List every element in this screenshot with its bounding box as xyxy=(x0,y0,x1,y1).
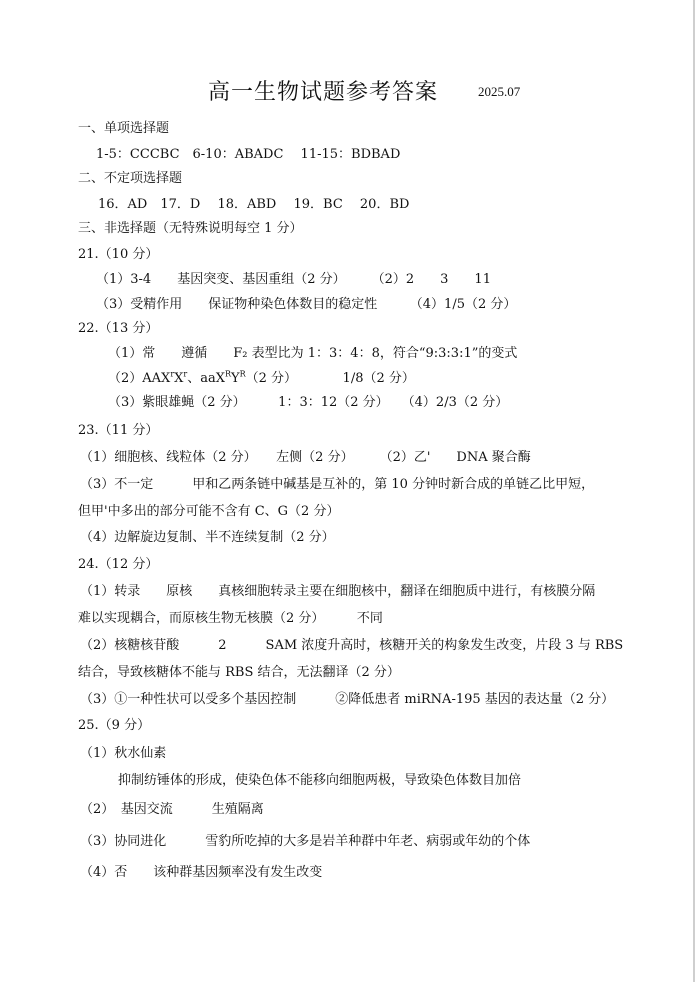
q24-line-4: 结合，导致核糖体不能与 RBS 结合，无法翻译（2 分） xyxy=(78,665,400,680)
q25-line-2: 抑制纺锤体的形成，使染色体不能移向细胞两极，导致染色体数目加倍 xyxy=(118,773,522,788)
q21-line-1: （1）3-4 基因突变、基因重组（2 分） （2）2 3 11 xyxy=(96,272,491,287)
q24-line-3: （2）核糖核苷酸 2 SAM 浓度升高时，核糖开关的构象发生改变，片段 3 与 RBS xyxy=(80,638,624,653)
q22-line-2-prefix: （2）AAX xyxy=(108,371,171,386)
multi-choice-answers: 16．AD 17．D 18．ABD 19．BC 20．BD xyxy=(98,197,410,212)
superscript-r: r xyxy=(183,369,188,379)
q22-line-2-y: Y xyxy=(231,371,240,386)
q23-line-1: （1）细胞核、线粒体（2 分） 左侧（2 分） （2）乙' DNA 聚合酶 xyxy=(80,450,531,465)
single-choice-answers: 1-5：CCCBC 6-10：ABADC 11-15：BDBAD xyxy=(96,147,401,162)
superscript-r: r xyxy=(170,369,175,379)
q22-heading: 22.（13 分） xyxy=(78,321,159,336)
q24-heading: 24.（12 分） xyxy=(78,557,159,572)
q24-line-2: 难以实现耦合，而原核生物无核膜（2 分） 不同 xyxy=(78,611,383,626)
q22-line-2-aax: 、aaX xyxy=(187,371,225,386)
section-heading-non-choice: 三、非选择题（无特殊说明每空 1 分） xyxy=(78,221,303,236)
q25-line-4: （3）协同进化 雪豹所吃掉的大多是岩羊种群中年老、病弱或年幼的个体 xyxy=(80,834,531,849)
q22-line-2-x: X xyxy=(174,371,184,386)
q25-line-3: （2） 基因交流 生殖隔离 xyxy=(80,802,264,817)
q21-line-2: （3）受精作用 保证物种染色体数目的稳定性 （4）1/5（2 分） xyxy=(96,297,517,312)
q22-line-1: （1）常 遵循 F₂ 表型比为 1：3：4：8，符合“9:3:3:1”的变式 xyxy=(108,346,518,361)
q24-line-5: （3）①一种性状可以受多个基因控制 ②降低患者 miRNA-195 基因的表达量（2 分） xyxy=(80,692,615,707)
section-heading-multi-choice: 二、不定项选择题 xyxy=(78,171,183,186)
q25-line-1: （1）秋水仙素 xyxy=(80,746,167,761)
q25-line-5: （4）否 该种群基因频率没有发生改变 xyxy=(80,865,323,880)
q23-line-3: 但甲'中多出的部分可能不含有 C、G（2 分） xyxy=(78,504,340,519)
q22-line-2-suffix: （2 分） 1/8（2 分） xyxy=(245,371,415,386)
q23-heading: 23.（11 分） xyxy=(78,423,159,438)
q23-line-4: （4）边解旋边复制、半不连续复制（2 分） xyxy=(80,530,335,545)
q22-line-3: （3）紫眼雄蝇（2 分） 1：3：12（2 分） （4）2/3（2 分） xyxy=(108,395,509,410)
page-title: 高一生物试题参考答案 xyxy=(208,80,439,105)
superscript-R: R xyxy=(239,369,246,379)
exam-date: 2025.07 xyxy=(478,84,521,99)
q25-heading: 25.（9 分） xyxy=(78,718,151,733)
q22-line-2 xyxy=(108,370,415,388)
q24-line-1: （1）转录 原核 真核细胞转录主要在细胞核中，翻译在细胞质中进行，有核膜分隔 xyxy=(80,584,596,599)
superscript-R: R xyxy=(225,369,232,379)
q21-heading: 21.（10 分） xyxy=(78,247,159,262)
q23-line-2: （3）不一定 甲和乙两条链中碱基是互补的，第 10 分钟时新合成的单链乙比甲短， xyxy=(80,477,595,492)
section-heading-single-choice: 一、单项选择题 xyxy=(78,121,170,136)
